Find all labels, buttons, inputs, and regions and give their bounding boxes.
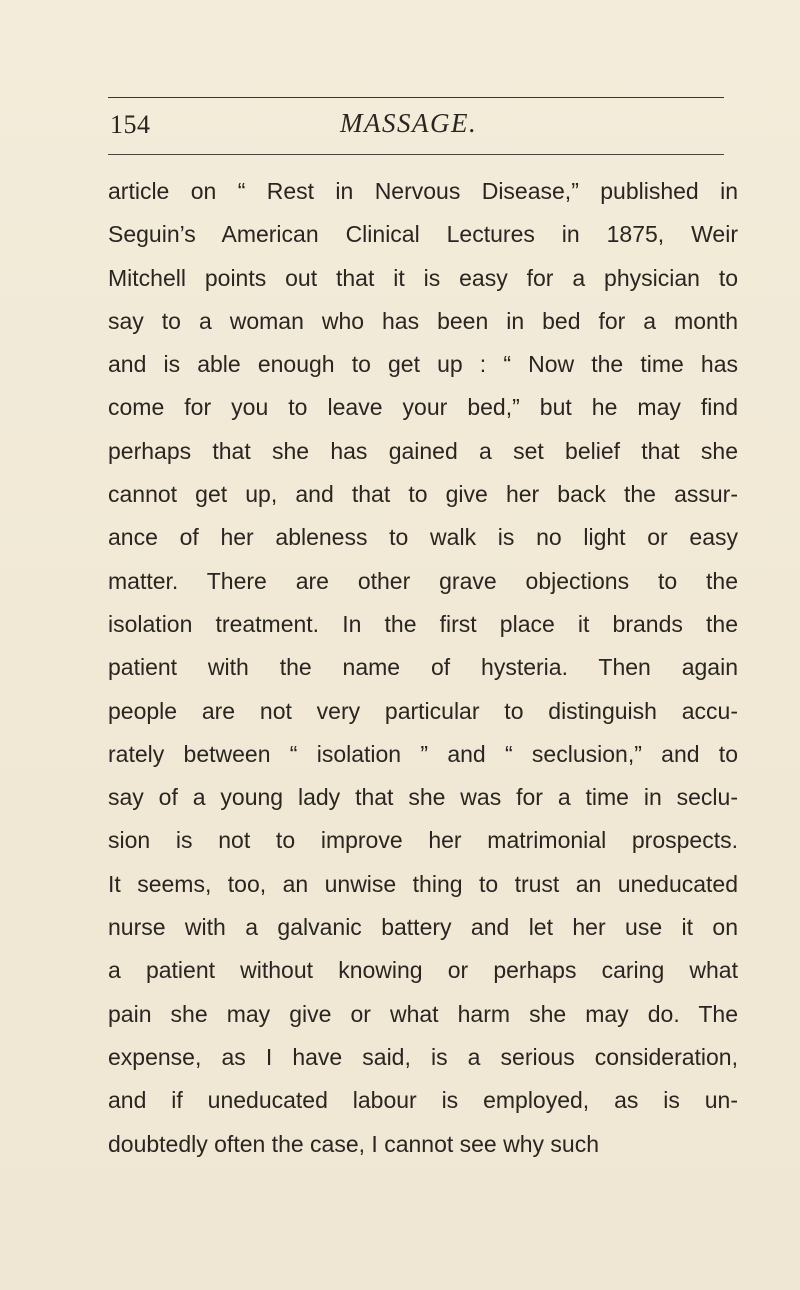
body-text: [108, 170, 738, 1166]
text-line: people are not very particular to distinguish accu-: [108, 697, 738, 724]
text-line: perhaps that she has gained a set belief that she: [108, 437, 738, 464]
text-line: rately between “ isolation ” and “ seclusion,” and to: [108, 740, 738, 767]
text-line: matter. There are other grave objections to the: [108, 567, 738, 594]
text-line: a patient without knowing or perhaps caring what: [108, 957, 738, 984]
text-line: pain she may give or what harm she may do. The: [108, 1000, 738, 1027]
text-line: cannot get up, and that to give her back the assur-: [108, 481, 738, 508]
text-line: sion is not to improve her matrimonial prospects.: [108, 827, 738, 854]
text-line: expense, as I have said, is a serious consideration,: [108, 1043, 738, 1070]
text-line: Seguin’s American Clinical Lectures in 1875, Weir: [108, 221, 738, 248]
text-line: It seems, too, an unwise thing to trust an uneducated: [108, 870, 738, 897]
header-top-rule: [108, 97, 724, 98]
text-line: say of a young lady that she was for a time in seclu-: [108, 784, 738, 811]
text-line: article on “ Rest in Nervous Disease,” published in: [108, 178, 738, 204]
text-line: doubtedly often the case, I cannot see why such: [108, 1130, 599, 1157]
text-line: and is able enough to get up : “ Now the time has: [108, 351, 738, 378]
text-line: Mitchell points out that it is easy for a physician to: [108, 264, 738, 291]
text-line: and if uneducated labour is employed, as is un-: [108, 1087, 738, 1114]
text-line: isolation treatment. In the first place it brands the: [108, 610, 738, 637]
text-line: say to a woman who has been in bed for a month: [108, 307, 738, 334]
header-bottom-rule: [108, 154, 724, 155]
text-line: ance of her ableness to walk is no light or easy: [108, 524, 738, 551]
text-line: come for you to leave your bed,” but he may find: [108, 394, 738, 421]
text-line: patient with the name of hysteria. Then again: [108, 654, 738, 681]
running-title: MASSAGE.: [340, 108, 478, 138]
text-line: nurse with a galvanic battery and let her use it on: [108, 914, 738, 941]
page-number: 154: [110, 110, 151, 139]
running-head: [108, 104, 724, 148]
